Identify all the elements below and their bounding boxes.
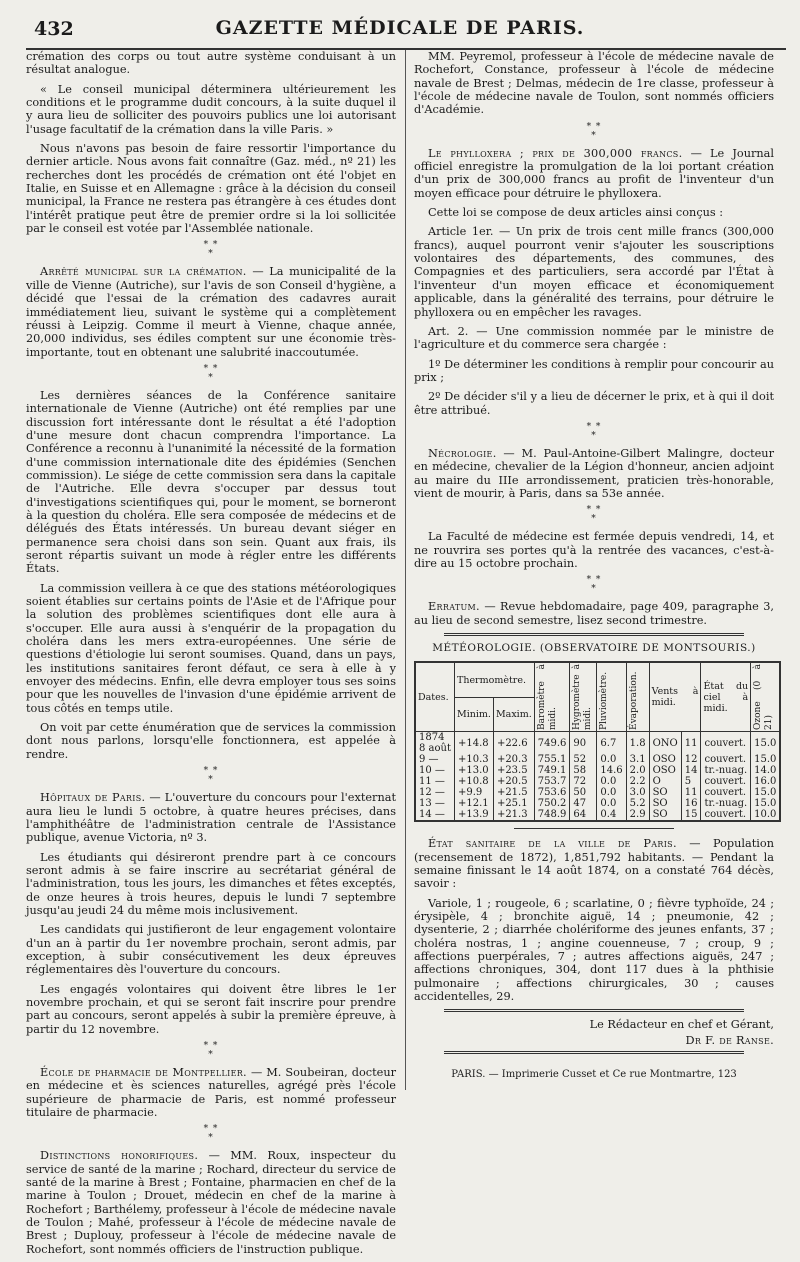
weather-cell-hygro: 50: [570, 787, 597, 798]
weather-cell-etat: couvert.: [701, 787, 751, 798]
weather-cell-ozone: 15.0: [751, 787, 781, 798]
col-etat: État du ciel à midi.: [701, 662, 751, 732]
weather-row: [415, 754, 780, 765]
weather-cell-date: 1874 8 août: [415, 732, 454, 755]
weather-cell-max: +20.5: [493, 776, 534, 787]
article-cremation: [26, 265, 396, 358]
article-heading: Le phylloxera ; prix de 300,000 francs.: [428, 146, 683, 160]
paragraph: Nous n'avons pas besoin de faire ressortir l'importance du dernier article. Nous avons fait connaître (Gaz. méd., nº 21) les recherches dont les procédés de crémation ont été l'objet en Italie, en Suisse et en Allemagne : grâce à la décision du conseil municipal, la France ne restera pas étrangère à ces études dont l'intérêt pratique peut être de premier ordre si la loi sollicitée par le conseil est votée par l'Assemblée nationale.: [26, 142, 396, 236]
col-dates: Dates.: [415, 662, 454, 732]
article-heading: Nécrologie.: [428, 446, 497, 460]
weather-cell-baro: 749.6: [534, 732, 570, 755]
article-etat-sanitaire: [414, 837, 774, 890]
weather-cell-ozone: 15.0: [751, 798, 781, 809]
section-separator: * * *: [586, 421, 602, 441]
weather-cell-date: 10 —: [415, 765, 454, 776]
weather-cell-min: +13.0: [454, 765, 493, 776]
paragraph: Les engagés volontaires qui doivent être libres le 1er novembre prochain, et qui se seront fait inscrire pour prendre part au concours, seront appelés à subir la première épreuve, à partir du 12 novembre.: [26, 982, 396, 1036]
paragraph: Les dernières séances de la Conférence sanitaire internationale de Vienne (Autriche) ont été remplies par une discussion fort intéressante dont le résultat a été l'adoption d'une mesure dont chacun comprendra l'importance. La Conférence a reconnu à l'unanimité la nécessité de la formation d'une commission internationale dite des épidémies (Senchen commission). Le siége de cette commission sera dans la capitale de l'Autriche. Elle devra s'occuper par dessus tout d'investigations scientifiques qui, pour le moment, se borneront à la question du choléra. Elle sera composée de médecins et de délégués des États intéressés. Un bureau devant siéger en permanence sera choisi dans son sein. Quant aux frais, ils seront répartis suivant un mode à régler entre les différents États.: [26, 388, 396, 576]
col-minim: Minim.: [454, 698, 493, 732]
paragraph: crémation des corps ou tout autre système conduisant à un résultat analogue.: [26, 50, 396, 77]
article-text: — Revue hebdomadaire, page 409, paragraphe 3, au lieu de second semestre, lisez second trimestre.: [414, 600, 774, 627]
weather-cell-date: 9 —: [415, 754, 454, 765]
paragraph: Les candidats qui justifieront de leur engagement volontaire d'un an à partir du 1er novembre prochain, seront admis, par exception, à subir consécutivement les deux épreuves réglementaires dès l'ouverture du concours.: [26, 923, 396, 977]
weather-cell-baro: 753.6: [534, 787, 570, 798]
section-separator: * * *: [203, 766, 219, 786]
column-divider: [405, 50, 406, 1090]
weather-cell-min: +14.8: [454, 732, 493, 755]
weather-cell-etat: couvert.: [701, 732, 751, 755]
section-separator: * * *: [586, 575, 602, 595]
weather-cell-evap: 2.9: [626, 809, 649, 821]
paragraph: « Le conseil municipal déterminera ultérieurement les conditions et le programme dudit concours, à la suite duquel il y aura lieu de solliciter des pouvoirs publics une loi autorisant l'usage facultatif de la crémation dans la ville Paris. »: [26, 82, 396, 136]
weather-cell-min: +13.9: [454, 809, 493, 821]
article-necrologie: [414, 447, 774, 500]
col-ozone: Ozone (0 à 21): [751, 662, 781, 732]
section-separator: * * *: [203, 1124, 219, 1144]
double-rule: [444, 1009, 744, 1012]
weather-cell-min: +12.1: [454, 798, 493, 809]
weather-cell-vnum: 15: [681, 809, 701, 821]
weather-cell-vnum: 11: [681, 732, 701, 755]
weather-cell-hygro: 58: [570, 765, 597, 776]
weather-cell-max: +25.1: [493, 798, 534, 809]
article-pharmacie: [26, 1066, 396, 1119]
paragraph: Les étudiants qui désireront prendre part à ce concours seront admis à se faire inscrire au secrétariat général de l'administration, tous les jours, les dimanches et fêtes exceptés, de onze heures à trois heures, depuis le lundi 7 septembre jusqu'au jeudi 24 du même mois inclusivement.: [26, 850, 396, 917]
weather-cell-pluvio: 0.0: [597, 787, 626, 798]
article-heading: État sanitaire de la ville de Paris.: [428, 837, 677, 851]
weather-title: MÉTÉOROLOGIE. (OBSERVATOIRE DE MONTSOURIS.): [432, 642, 756, 654]
col-maxim: Maxim.: [493, 698, 534, 732]
weather-cell-evap: 3.0: [626, 787, 649, 798]
weather-cell-max: +23.5: [493, 765, 534, 776]
weather-cell-evap: 2.2: [626, 776, 649, 787]
col-evap: Évaporation.: [626, 662, 649, 732]
weather-cell-vent: SO: [649, 787, 681, 798]
col-baro: Baromètre à midi.: [534, 662, 570, 732]
weather-cell-ozone: 15.0: [751, 754, 781, 765]
short-rule: [514, 828, 674, 829]
article-heading: Distinctions honorifiques.: [40, 1149, 199, 1163]
weather-cell-pluvio: 0.0: [597, 798, 626, 809]
weather-cell-hygro: 72: [570, 776, 597, 787]
weather-table: [414, 661, 781, 822]
weather-cell-date: 14 —: [415, 809, 454, 821]
weather-cell-min: +9.9: [454, 787, 493, 798]
weather-row: [415, 798, 780, 809]
page-number: 432: [34, 18, 74, 40]
imprint: PARIS. — Imprimerie Cusset et Ce rue Montmartre, 123: [451, 1069, 737, 1081]
article-phylloxera: [414, 147, 774, 200]
section-separator: * * *: [203, 1041, 219, 1060]
weather-cell-max: +21.5: [493, 787, 534, 798]
paragraph: Art. 2. — Une commission nommée par le ministre de l'agriculture et du commerce sera chargée :: [414, 324, 774, 352]
weather-cell-hygro: 47: [570, 798, 597, 809]
weather-cell-etat: couvert.: [701, 809, 751, 821]
weather-cell-hygro: 52: [570, 754, 597, 765]
weather-cell-baro: 753.7: [534, 776, 570, 787]
paragraph: 1º De déterminer les conditions à remplir pour concourir au prix ;: [414, 357, 774, 384]
weather-cell-vnum: 16: [681, 798, 701, 809]
right-column: [414, 50, 777, 1082]
weather-cell-vnum: 5: [681, 776, 701, 787]
weather-row: [415, 776, 780, 787]
paragraph: La Faculté de médecine est fermée depuis vendredi, 14, et ne rouvrira ses portes qu'à la rentrée des vacances, c'est-à-dire au 15 octobre prochain.: [414, 530, 774, 570]
weather-cell-ozone: 16.0: [751, 776, 781, 787]
weather-cell-vnum: 14: [681, 765, 701, 776]
paragraph: MM. Peyremol, professeur à l'école de médecine navale de Rochefort, Constance, professeur à l'école de médecine navale de Brest ; Delmas, médecin de 1re classe, professeur à l'école de médecine navale de Toulon, sont nommés officiers d'Académie.: [414, 50, 774, 117]
weather-cell-vent: OSO: [649, 754, 681, 765]
paragraph: La commission veillera à ce que des stations météorologiques soient établies sur certains points de l'Asie et de l'Afrique pour la solution des problèmes scientifiques dont elle aura à s'occuper. Elle aura aussi à s'enquérir de la propagation du choléra dans les mers extra-européennes. Une série de questions d'étiologie lui seront soumises. Quand, dans un pays, les institutions sanitaires feront défaut, ce sera à elle à y envoyer des médecins. Enfin, elle devra employer tous ses soins pour que les nouvelles de l'invasion d'une épidémie arrivent de tous côtés en temps utile.: [26, 581, 396, 715]
section-separator: * * *: [586, 121, 602, 141]
weather-cell-date: 11 —: [415, 776, 454, 787]
weather-cell-evap: 3.1: [626, 754, 649, 765]
signature-title: Le Rédacteur en chef et Gérant,: [589, 1018, 774, 1032]
paragraph: Cette loi se compose de deux articles ainsi conçus :: [428, 206, 724, 220]
weather-cell-max: +20.3: [493, 754, 534, 765]
article-text: — La municipalité de la ville de Vienne (Autriche), sur l'avis de son Conseil d'hygiène, a décidé que l'essai de la crémation des cadavres aurait immédiatement lieu, suivant le système qui a complètement réussi à Leipzig. Comme il meurt à Vienne, chaque année, 20,000 individus, ses édiles comptent sur une économie très-importante, tout en obtenant une salubrité inaccoutumée.: [26, 265, 396, 359]
left-column: [26, 50, 396, 1262]
weather-cell-date: 13 —: [415, 798, 454, 809]
weather-row: [415, 732, 780, 755]
weather-cell-pluvio: 6.7: [597, 732, 626, 755]
paragraph: Variole, 1 ; rougeole, 6 ; scarlatine, 0 ; fièvre typhoïde, 24 ; érysipèle, 4 ; bronchite aiguë, 14 ; pneumonie, 42 ; dysenterie, 2 ; diarrhée cholériforme des jeunes enfants, 37 ; choléra nostras, 1 ; angine couenneuse, 7 ; croup, 9 ; affections puerpérales, 7 ; autres affections aiguës, 247 ; affections chroniques, 304, dont 117 dues à la phthisie pulmonaire ; affections chirurgicales, 30 ; causes accidentelles, 29.: [414, 896, 774, 1004]
weather-cell-baro: 750.2: [534, 798, 570, 809]
weather-cell-pluvio: 14.6: [597, 765, 626, 776]
weather-cell-vnum: 11: [681, 787, 701, 798]
weather-cell-pluvio: 0.4: [597, 809, 626, 821]
paragraph: 2º De décider s'il y a lieu de décerner le prix, et à qui il doit être attribué.: [414, 390, 774, 417]
article-heading: Arrêté municipal sur la crémation.: [40, 265, 247, 279]
article-text: — MM. Roux, inspecteur du service de santé de la marine ; Rochard, directeur du service de santé de la marine à Brest ; Fontaine, pharmacien en chef de la marine à Toulon ; Drouet, médecin en chef de la marine à Rochefort ; Barthélemy, professeur à l'école de médecine navale de Toulon ; Mahé, professeur à l'école de médecine navale de Brest ; Duplouy, professeur à l'école de médecine navale de Rochefort, sont nommés officiers de l'instruction publique.: [26, 1149, 396, 1256]
weather-cell-vent: O: [649, 776, 681, 787]
weather-cell-etat: couvert.: [701, 776, 751, 787]
article-erratum: [414, 600, 774, 627]
weather-cell-min: +10.3: [454, 754, 493, 765]
weather-cell-max: +22.6: [493, 732, 534, 755]
weather-cell-date: 12 —: [415, 787, 454, 798]
weather-cell-baro: 748.9: [534, 809, 570, 821]
double-rule: [444, 633, 744, 636]
weather-cell-pluvio: 0.0: [597, 754, 626, 765]
weather-cell-etat: tr.-nuag.: [701, 798, 751, 809]
paragraph: On voit par cette énumération que de services la commission dont nous parlons, lorsqu'elle fonctionnera, est appelée à rendre.: [26, 721, 396, 761]
weather-cell-vent: ONO: [649, 732, 681, 755]
weather-cell-ozone: 14.0: [751, 765, 781, 776]
article-distinctions: [26, 1149, 396, 1256]
col-vents: Vents à midi.: [649, 662, 701, 732]
weather-cell-ozone: 15.0: [751, 732, 781, 755]
article-text: — M. Paul-Antoine-Gilbert Malingre, docteur en médecine, chevalier de la Légion d'honneur, ancien adjoint au maire du IIIe arrondissement, praticien très-honorable, vient de mourir, à Paris, dans sa 53e année.: [414, 446, 774, 500]
weather-cell-baro: 749.1: [534, 765, 570, 776]
signature-name: Dr F. de Ranse.: [685, 1033, 774, 1047]
article-heading: École de pharmacie de Montpellier.: [40, 1066, 247, 1079]
section-separator: * * *: [203, 363, 219, 383]
col-pluvio: Pluviomètre.: [597, 662, 626, 732]
section-separator: * * *: [203, 240, 219, 260]
article-heading: Hôpitaux de Paris.: [40, 791, 146, 805]
article-text: — Le Journal officiel enregistre la promulgation de la loi portant création d'un prix de 300,000 francs au profit de l'inventeur d'un moyen efficace pour détruire le phylloxera.: [414, 146, 774, 200]
weather-cell-vent: OSO: [649, 765, 681, 776]
paragraph: Article 1er. — Un prix de trois cent mille francs (300,000 francs), auquel pourront venir s'ajouter les souscriptions volontaires des départements, des communes, des Compagnies et des particuliers, sera accordé par l'État à l'inventeur d'un moyen efficace et économiquement applicable, dans la généralité des terrains, pour détruire le phylloxera ou en empêcher les ravages.: [414, 225, 774, 319]
weather-row: [415, 787, 780, 798]
weather-cell-hygro: 64: [570, 809, 597, 821]
running-title: GAZETTE MÉDICALE DE PARIS.: [215, 17, 585, 39]
article-text: — L'ouverture du concours pour l'externat aura lieu le lundi 5 octobre, à quatre heures précises, dans l'amphithéâtre de l'administration centrale de l'Assistance publique, avenue Victoria, nº 3.: [26, 791, 396, 845]
weather-cell-evap: 2.0: [626, 765, 649, 776]
weather-cell-vnum: 12: [681, 754, 701, 765]
page-header: [0, 14, 800, 42]
weather-cell-vent: SO: [649, 798, 681, 809]
col-hygro: Hygromètre à midi.: [570, 662, 597, 732]
weather-cell-baro: 755.1: [534, 754, 570, 765]
weather-cell-etat: couvert.: [701, 754, 751, 765]
double-rule: [444, 1051, 744, 1054]
article-text: — Population (recensement de 1872), 1,851,792 habitants. — Pendant la semaine finissant le 14 août 1874, on a constaté 764 décès, savoir :: [414, 837, 774, 891]
article-hopitaux: [26, 791, 396, 844]
weather-row: [415, 809, 780, 821]
weather-cell-evap: 5.2: [626, 798, 649, 809]
weather-cell-vent: SO: [649, 809, 681, 821]
weather-cell-pluvio: 0.0: [597, 776, 626, 787]
article-text: — M. Soubeiran, docteur en médecine et ès sciences naturelles, agrégé près l'école supérieure de pharmacie de Paris, est nommé professeur titulaire de pharmacie.: [26, 1066, 396, 1120]
weather-cell-min: +10.8: [454, 776, 493, 787]
weather-cell-etat: tr.-nuag.: [701, 765, 751, 776]
weather-cell-ozone: 10.0: [751, 809, 781, 821]
weather-cell-hygro: 90: [570, 732, 597, 755]
article-heading: Erratum.: [428, 600, 480, 614]
col-thermo: Thermomètre.: [454, 662, 534, 697]
weather-cell-evap: 1.8: [626, 732, 649, 755]
weather-cell-max: +21.3: [493, 809, 534, 821]
section-separator: * * *: [586, 505, 602, 525]
weather-row: [415, 765, 780, 776]
